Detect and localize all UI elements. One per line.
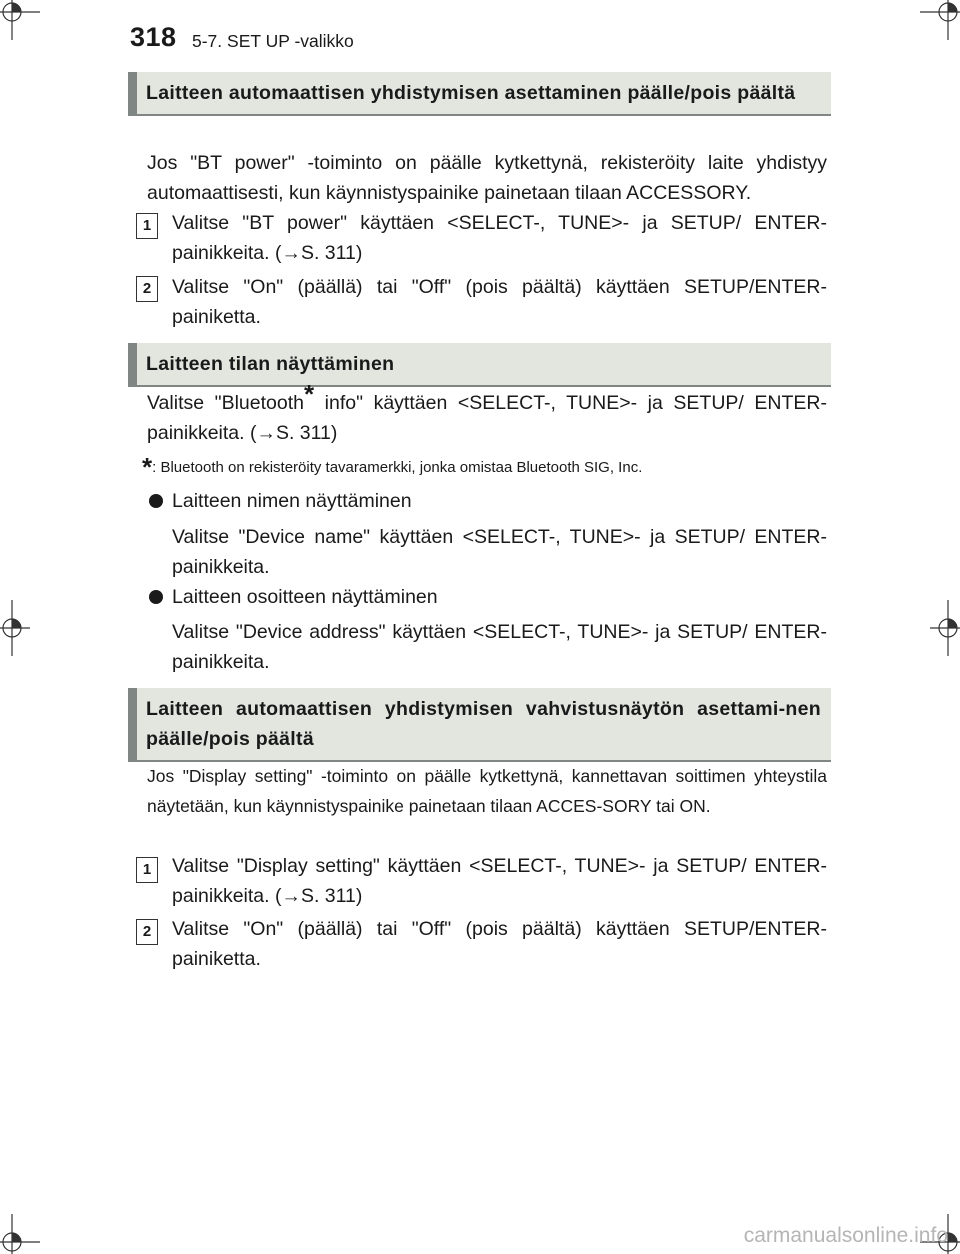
bullet-text: Valitse "Device address" käyttäen <SELECT-, TUNE>- ja SETUP/ ENTER-painikkeita. xyxy=(172,621,827,673)
bullet-text: Valitse "Device name" käyttäen <SELECT-, TUNE>- ja SETUP/ ENTER-painikkeita. xyxy=(172,526,827,578)
paragraph: Jos "BT power" -toiminto on päälle kytkettynä, rekisteröity laite yhdistyy automaattisesti, kun käynnistyspainike painetaan tilaan ACCESSORY. xyxy=(147,152,827,204)
step-text: Valitse "On" (päällä) tai "Off" (pois päältä) käyttäen SETUP/ENTER-painiketta. xyxy=(172,276,827,328)
footnote-marker: * xyxy=(303,379,315,409)
paragraph-text: Valitse "Bluetooth xyxy=(147,392,304,414)
footnote-text: : Bluetooth on rekisteröity tavaramerkki, jonka omistaa Bluetooth SIG, Inc. xyxy=(152,459,643,476)
page-number: 318 xyxy=(130,22,177,52)
section-header xyxy=(128,343,831,387)
step-text: Valitse "On" (päällä) tai "Off" (pois päältä) käyttäen SETUP/ENTER-painiketta. xyxy=(172,918,827,970)
step-number: 2 xyxy=(136,919,158,945)
bullet-heading: Laitteen osoitteen näyttäminen xyxy=(172,586,438,608)
bullet-heading: Laitteen nimen näyttäminen xyxy=(172,490,412,512)
bullet-dot-icon xyxy=(149,590,163,604)
section-header xyxy=(128,688,831,762)
paragraph: Jos "Display setting" -toiminto on päälle kytkettynä, kannettavan soittimen yhteystila näytetään, kun käynnistyspainike painetaan tilaan ACCES-SORY tai ON. xyxy=(147,766,827,816)
bullet-dot-icon xyxy=(149,494,163,508)
footnote-marker: * xyxy=(142,452,153,482)
section-title: Laitteen automaattisen yhdistymisen vahvistusnäytön asettami-nen päälle/pois päältä xyxy=(146,698,821,750)
section-title: Laitteen automaattisen yhdistymisen asettaminen päälle/pois päältä xyxy=(146,82,796,104)
section-title: Laitteen tilan näyttäminen xyxy=(146,353,395,375)
step-number: 1 xyxy=(136,213,158,239)
watermark: carmanualsonline.info xyxy=(743,1224,948,1247)
section-header xyxy=(128,72,831,116)
step-text: Valitse "Display setting" käyttäen <SELECT-, TUNE>- ja SETUP/ ENTER-painikkeita. (→S. 311) xyxy=(172,855,827,907)
step-number: 1 xyxy=(136,857,158,883)
step-number: 2 xyxy=(136,276,158,302)
chapter-title: 5-7. SET UP -valikko xyxy=(192,31,354,51)
crop-mark-icon xyxy=(920,600,960,656)
footnote xyxy=(142,452,832,483)
crop-mark-icon xyxy=(904,0,960,56)
crop-mark-icon xyxy=(0,600,40,656)
crop-mark-icon xyxy=(0,0,56,56)
paragraph xyxy=(147,379,827,448)
paragraph-text: info" käyttäen <SELECT-, TUNE>- ja SETUP/ ENTER-painikkeita. (→S. 311) xyxy=(147,392,827,444)
crop-mark-icon xyxy=(0,1198,56,1254)
step-text: Valitse "BT power" käyttäen <SELECT-, TUNE>- ja SETUP/ ENTER-painikkeita. (→S. 311) xyxy=(172,212,827,264)
